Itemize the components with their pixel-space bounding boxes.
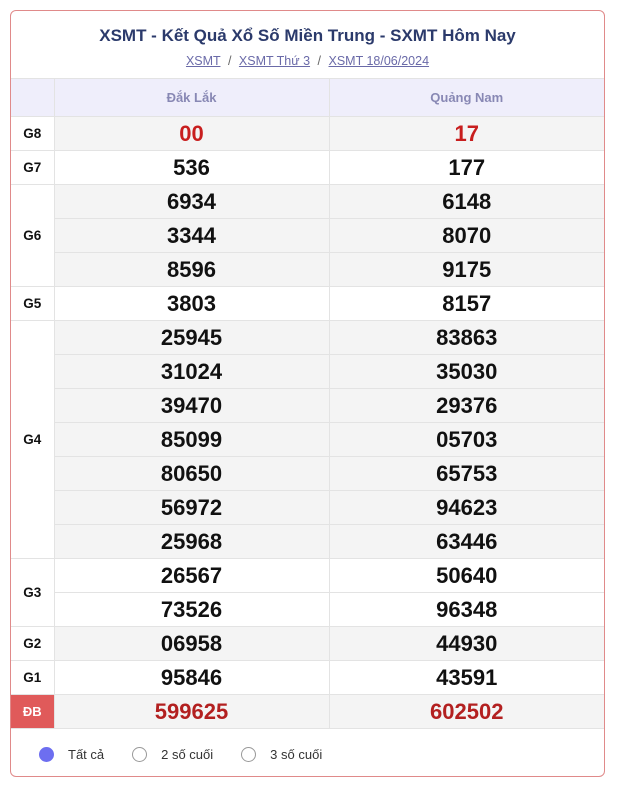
filter-option-label: Tất cả: [68, 746, 105, 762]
table-header-row: [11, 79, 604, 117]
prize-row-g4: [11, 525, 604, 559]
prize-value: 29376: [329, 389, 604, 423]
results-table: [11, 79, 604, 729]
breadcrumb-xsmt-link[interactable]: XSMT: [185, 54, 221, 68]
prize-value: 65753: [329, 457, 604, 491]
breadcrumb-separator: /: [317, 54, 322, 68]
prize-label: G1: [11, 661, 54, 695]
prize-value: 177: [329, 151, 604, 185]
prize-row-g8: [11, 117, 604, 151]
prize-row-g3: [11, 559, 604, 593]
prize-value: 73526: [54, 593, 329, 627]
breadcrumb-weekday-link[interactable]: XSMT Thứ 3: [238, 54, 311, 68]
prize-row-g4: [11, 491, 604, 525]
prize-row-g3: [11, 593, 604, 627]
prize-row-g4: [11, 389, 604, 423]
prize-value: 00: [54, 117, 329, 151]
radio-checked-icon[interactable]: [39, 747, 54, 762]
page-title: XSMT - Kết Quả Xổ Số Miền Trung - SXMT Hôm Nay: [99, 26, 516, 45]
prize-value: 39470: [54, 389, 329, 423]
prize-value: 8596: [54, 253, 329, 287]
prize-value: 56972: [54, 491, 329, 525]
breadcrumb: [11, 54, 604, 68]
prize-row-g6: [11, 185, 604, 219]
prize-value: 6934: [54, 185, 329, 219]
prize-label: G3: [11, 559, 54, 627]
prize-value: 17: [329, 117, 604, 151]
prize-label: G6: [11, 185, 54, 287]
prize-column-header: [11, 79, 54, 117]
prize-value: 25945: [54, 321, 329, 355]
prize-value: 536: [54, 151, 329, 185]
prize-value: 63446: [329, 525, 604, 559]
prize-value: 26567: [54, 559, 329, 593]
prize-value: 31024: [54, 355, 329, 389]
prize-value: 96348: [329, 593, 604, 627]
prize-row-g6: [11, 253, 604, 287]
prize-value: 43591: [329, 661, 604, 695]
filter-option-label: 3 số cuối: [270, 746, 323, 762]
prize-value: 9175: [329, 253, 604, 287]
prize-label: G4: [11, 321, 54, 559]
prize-row-g5: [11, 287, 604, 321]
prize-row-db: [11, 695, 604, 729]
prize-label: G8: [11, 117, 54, 151]
digit-filter: [11, 729, 604, 777]
prize-value: 05703: [329, 423, 604, 457]
prize-label: G2: [11, 627, 54, 661]
prize-value: 6148: [329, 185, 604, 219]
prize-value: 83863: [329, 321, 604, 355]
radio-unchecked-icon[interactable]: [132, 747, 147, 762]
prize-row-g1: [11, 661, 604, 695]
prize-value: 06958: [54, 627, 329, 661]
province-header-daklak: Đắk Lắk: [54, 79, 329, 117]
prize-value: 85099: [54, 423, 329, 457]
prize-value: 25968: [54, 525, 329, 559]
prize-value: 3803: [54, 287, 329, 321]
prize-row-g4: [11, 457, 604, 491]
prize-row-g7: [11, 151, 604, 185]
prize-value: 8070: [329, 219, 604, 253]
special-prize-value: 602502: [329, 695, 604, 729]
filter-option-last-3[interactable]: [241, 747, 322, 762]
prize-value: 94623: [329, 491, 604, 525]
prize-value: 80650: [54, 457, 329, 491]
province-header-quangnam: Quảng Nam: [329, 79, 604, 117]
prize-label: G5: [11, 287, 54, 321]
radio-unchecked-icon[interactable]: [241, 747, 256, 762]
filter-option-all[interactable]: [39, 747, 104, 762]
filter-option-label: 2 số cuối: [161, 746, 214, 762]
prize-label: G7: [11, 151, 54, 185]
results-card: [10, 10, 605, 777]
breadcrumb-separator: /: [227, 54, 232, 68]
prize-value: 35030: [329, 355, 604, 389]
special-prize-label: ĐB: [11, 695, 54, 729]
prize-value: 50640: [329, 559, 604, 593]
prize-row-g6: [11, 219, 604, 253]
prize-row-g4: [11, 355, 604, 389]
prize-value: 8157: [329, 287, 604, 321]
special-prize-value: 599625: [54, 695, 329, 729]
prize-row-g4: [11, 321, 604, 355]
prize-value: 3344: [54, 219, 329, 253]
filter-option-last-2[interactable]: [132, 747, 213, 762]
prize-value: 44930: [329, 627, 604, 661]
prize-row-g2: [11, 627, 604, 661]
prize-row-g4: [11, 423, 604, 457]
results-header: [11, 11, 604, 79]
breadcrumb-date-link[interactable]: XSMT 18/06/2024: [328, 54, 430, 68]
prize-value: 95846: [54, 661, 329, 695]
